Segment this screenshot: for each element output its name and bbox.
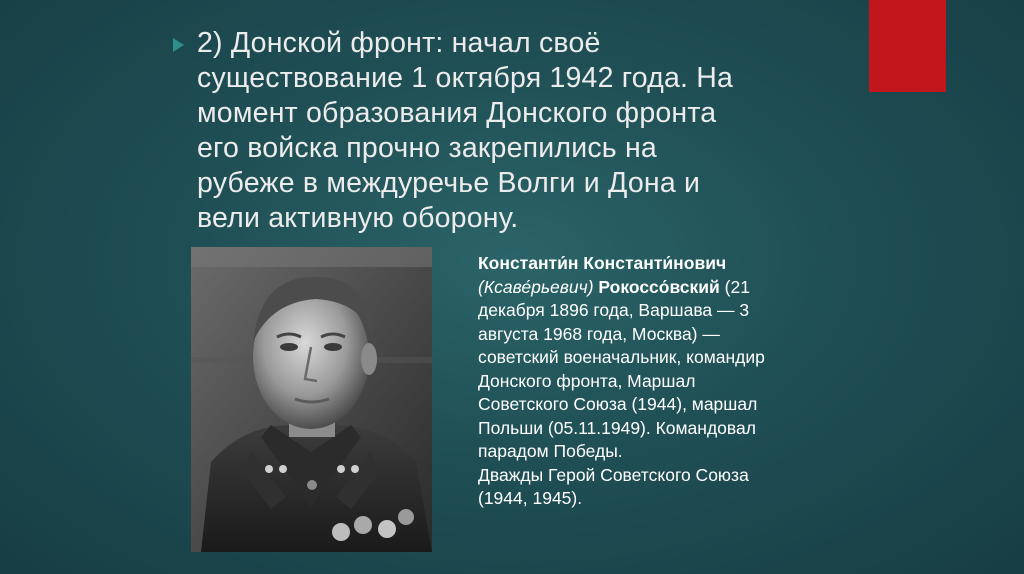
bio-line: Дважды Герой Советского Союза: [478, 464, 749, 485]
bio-line-1: [478, 252, 848, 276]
bullet-line: рубеже в междуречье Волги и Дона и: [197, 167, 701, 199]
bio-line: августа 1968 года, Москва) —: [478, 323, 720, 344]
red-accent-block: [869, 0, 946, 92]
bio-line-2-rest: (21: [719, 276, 750, 297]
portrait-illustration: [191, 247, 432, 552]
bio-line-2: [478, 276, 848, 300]
bullet-line: 2) Донской фронт: начал своё: [197, 27, 601, 59]
bio-line: Донского фронта, Маршал: [478, 370, 696, 391]
bio-line: парадом Победы.: [478, 441, 623, 461]
bio-patronymic-alt: (Ксаве́рьевич): [478, 276, 594, 297]
portrait-photo: [191, 247, 432, 552]
bullet-line: вели активную оборону.: [197, 202, 519, 234]
bio-surname: Рокоссо́вский: [598, 276, 720, 297]
bullet-line: момент образования Донского фронта: [197, 97, 717, 129]
bio-line: (1944, 1945).: [478, 488, 583, 508]
bio-line: советский военачальник, командир: [478, 347, 765, 367]
bio-name: Константи́н Константи́нович: [478, 253, 727, 273]
biography-text: [478, 252, 848, 511]
bullet-text: [197, 26, 837, 236]
bullet-line: существование 1 октября 1942 года. На: [197, 62, 734, 94]
bio-line: Советского Союза (1944), маршал: [478, 394, 758, 414]
bio-line: декабря 1896 года, Варшава — 3: [478, 300, 750, 320]
bio-line: Польши (05.11.1949). Командовал: [478, 417, 756, 438]
bullet-line: его войска прочно закрепились на: [197, 132, 657, 164]
bullet-arrow-icon: [173, 38, 184, 52]
